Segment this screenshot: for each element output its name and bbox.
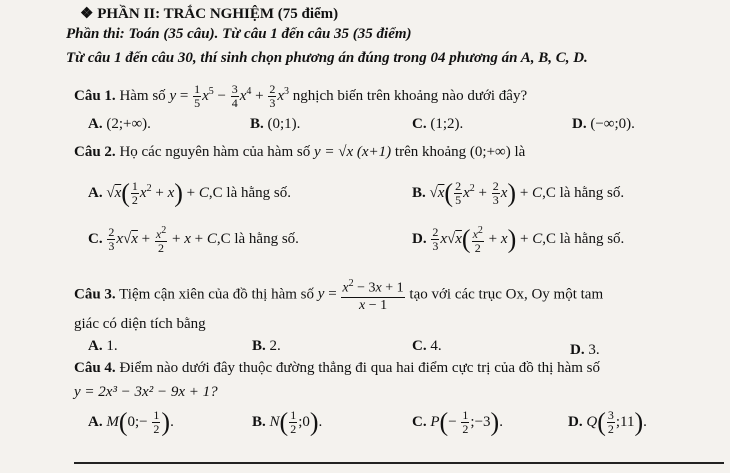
question-2-formula: y = √x (x+1) xyxy=(313,144,392,160)
q1-option-c[interactable] xyxy=(412,116,463,133)
option-letter: A. xyxy=(88,338,103,354)
question-4-text: Điểm nào dưới đây thuộc đường thẳng đi qua hai điểm cực trị của đồ thị hàm số xyxy=(119,360,601,376)
q3-option-b[interactable] xyxy=(252,338,281,355)
option-letter: B. xyxy=(412,185,426,201)
question-3-line2: giác có diện tích bằng xyxy=(74,316,206,332)
option-formula: √x( $\frac{2}{5}$ $x^2$ + $\frac{2}{3}$ x) + C xyxy=(429,178,543,208)
question-4-stem xyxy=(74,360,600,377)
option-formula: P(− $\frac{1}{2}$ ;−3). xyxy=(430,407,503,437)
question-2-label: Câu 2. xyxy=(74,144,116,160)
option-letter: C. xyxy=(412,116,427,132)
q3-option-a[interactable] xyxy=(88,338,118,355)
option-text: (1;2). xyxy=(430,116,464,132)
q3-option-c[interactable] xyxy=(412,338,442,355)
option-letter: D. xyxy=(412,231,427,247)
bullet-icon: ❖ xyxy=(80,6,94,22)
option-text: (−∞;0). xyxy=(590,116,635,132)
q2-option-a[interactable] xyxy=(88,172,291,210)
option-text: (0;1). xyxy=(267,116,301,132)
option-text: 3. xyxy=(588,342,600,358)
option-letter: A. xyxy=(88,414,103,430)
option-letter: D. xyxy=(570,342,585,358)
q2-option-b[interactable] xyxy=(412,172,624,210)
option-note: ,C là hằng số. xyxy=(542,231,625,247)
option-letter: C. xyxy=(88,231,103,247)
question-1-text: Hàm số xyxy=(119,88,166,104)
question-3-text-after: tạo với các trục Ox, Oy một tam xyxy=(409,286,604,303)
question-2-text-mid: trên khoảng xyxy=(394,144,467,160)
option-letter: D. xyxy=(572,116,587,132)
option-note: ,C là hằng số. xyxy=(542,185,625,201)
question-3-stem xyxy=(74,276,603,314)
question-2-text: Họ các nguyên hàm của hàm số xyxy=(119,144,311,160)
option-letter: D. xyxy=(568,414,583,430)
option-formula: √x( $\frac{1}{2}$ $x^2 + x) + C$ xyxy=(106,178,209,208)
option-text: 4. xyxy=(430,338,442,354)
q1-option-b[interactable] xyxy=(250,116,300,133)
question-1-stem xyxy=(74,78,527,110)
question-4-formula: y = 2x³ − 3x² − 9x + 1? xyxy=(74,384,218,400)
question-1-label: Câu 1. xyxy=(74,88,116,104)
q2-option-d[interactable] xyxy=(412,222,624,256)
option-letter: C. xyxy=(412,414,427,430)
instruction-line: Từ câu 1 đến câu 30, thí sinh chọn phương án đúng trong 04 phương án A, B, C, D. xyxy=(66,50,588,66)
option-formula: N( $\frac{1}{2}$ ;0). xyxy=(269,407,323,437)
option-formula: Q( $\frac{3}{2}$ ;11). xyxy=(586,407,647,437)
option-note: ,C là hằng số. xyxy=(216,231,299,247)
option-letter: B. xyxy=(250,116,264,132)
q1-option-d[interactable] xyxy=(572,116,635,133)
option-letter: C. xyxy=(412,338,427,354)
q2-option-c[interactable] xyxy=(88,222,299,256)
option-text: 2. xyxy=(269,338,281,354)
option-formula: $\frac{2}{3}$ x√x( $\frac{x^2}{2}$ + x) + C xyxy=(432,224,543,256)
question-1-formula: y = $\frac{1}{5}$ $x^5$ − $\frac{3}{4}$ $x^4$ + $\frac{2}{3}$ $x^3$ xyxy=(169,82,290,111)
option-letter: B. xyxy=(252,338,266,354)
question-1-text-after: nghịch biến trên khoảng nào dưới đây? xyxy=(292,88,528,104)
bottom-divider xyxy=(74,462,724,464)
q4-option-b[interactable] xyxy=(252,404,322,440)
question-2-text-after: là xyxy=(514,144,526,160)
question-2-stem xyxy=(74,144,525,161)
option-text: (2;+∞). xyxy=(106,116,151,132)
part-title-line xyxy=(80,4,338,23)
option-letter: A. xyxy=(88,116,103,132)
q4-option-c[interactable] xyxy=(412,404,503,440)
option-letter: B. xyxy=(252,414,266,430)
question-3-label: Câu 3. xyxy=(74,286,116,303)
q3-option-d[interactable] xyxy=(570,342,600,359)
part-title: PHẦN II: TRẮC NGHIỆM (75 điểm) xyxy=(97,6,339,22)
question-3-text: Tiệm cận xiên của đồ thị hàm số xyxy=(119,286,315,303)
question-4-label: Câu 4. xyxy=(74,360,116,376)
option-letter: A. xyxy=(88,185,103,201)
option-text: 1. xyxy=(106,338,118,354)
q4-option-d[interactable] xyxy=(568,404,647,440)
q4-option-a[interactable] xyxy=(88,404,174,440)
subject-line: Phần thi: Toán (35 câu). Từ câu 1 đến câu 35 (35 điểm) xyxy=(66,26,412,42)
question-2-interval: (0;+∞) xyxy=(469,144,511,160)
option-formula: M(0;− $\frac{1}{2}$ ). xyxy=(106,407,174,437)
option-note: ,C là hằng số. xyxy=(208,185,291,201)
question-3-formula: y = $\frac{x^2 - 3x + 1}{x - 1}$ xyxy=(317,278,404,313)
option-formula: $\frac{2}{3}$ x√x + $\frac{x^2}{2}$ + x + C xyxy=(108,225,217,256)
q1-option-a[interactable] xyxy=(88,116,151,133)
